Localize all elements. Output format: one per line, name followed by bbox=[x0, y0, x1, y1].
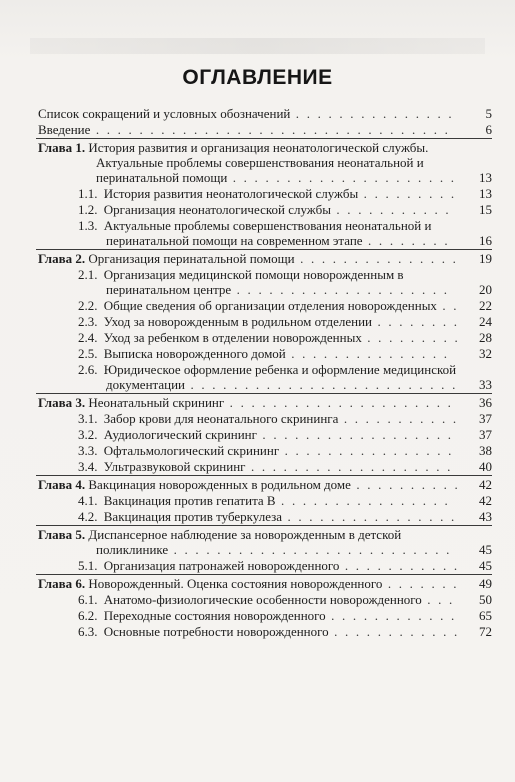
dot-leader: . . . . . . . . . . . bbox=[330, 202, 451, 217]
page-number: 33 bbox=[479, 377, 492, 392]
entry-title: Диспансерное наблюдение за новорожденным в детской поликлинике bbox=[88, 527, 402, 557]
chapter-divider bbox=[36, 138, 492, 139]
dot-leader: . . . . . . . . bbox=[362, 233, 450, 248]
dot-leader: . . bbox=[436, 298, 459, 313]
dot-leader: . . . . . . . . . . . bbox=[339, 558, 460, 573]
page-number: 13 bbox=[479, 170, 492, 185]
dot-leader: . . . . . . . . . . . . . . . . . . . . . bbox=[227, 170, 457, 185]
section-number: 6.1. bbox=[78, 592, 98, 607]
chapter-label: Глава 5. bbox=[38, 527, 86, 542]
page-number: 65 bbox=[479, 608, 492, 623]
dot-leader: . . . . . . . . . . . . . . . . bbox=[282, 509, 457, 524]
section-number: 4.1. bbox=[78, 493, 98, 508]
entry-title: Офтальмологический скрининг bbox=[103, 443, 280, 458]
section-number: 2.4. bbox=[78, 330, 98, 345]
dot-leader: . . . . . . . . . bbox=[358, 186, 457, 201]
dot-leader: . . . . . . . . . . . . bbox=[328, 624, 460, 639]
section-number: 3.4. bbox=[78, 459, 98, 474]
dot-leader: . . . . . . . bbox=[382, 576, 459, 591]
page-number: 19 bbox=[479, 251, 492, 266]
toc-section-entry[interactable] bbox=[38, 509, 492, 524]
entry-title: История развития неонатологической службы bbox=[103, 186, 359, 201]
toc-chapter-entry[interactable] bbox=[38, 251, 492, 266]
toc-chapter-entry[interactable] bbox=[38, 527, 492, 557]
dot-leader: . . . . . . . . . . bbox=[350, 477, 460, 492]
entry-text bbox=[38, 346, 492, 361]
dot-leader: . . . . . . . . . . . . . . . . . . . . . bbox=[224, 395, 454, 410]
entry-text bbox=[38, 186, 492, 201]
section-number: 3.2. bbox=[78, 427, 98, 442]
entry-text bbox=[38, 330, 492, 345]
page-number: 38 bbox=[479, 443, 492, 458]
entry-text bbox=[38, 267, 492, 297]
entry-text bbox=[38, 140, 492, 185]
toc-section-entry[interactable] bbox=[38, 411, 492, 426]
entry-text bbox=[38, 122, 492, 137]
chapter-divider bbox=[36, 525, 492, 526]
page-number: 37 bbox=[479, 411, 492, 426]
dot-leader: . . . . . . . . . . . . . . . . . . . . . . . . . . . . . . . . . bbox=[90, 122, 451, 137]
chapter-label: Глава 2. bbox=[38, 251, 86, 266]
entry-title: Выписка новорожденного домой bbox=[103, 346, 286, 361]
entry-title: Актуальные проблемы совершенствования неонатальной и перинатальной помощи на современном этапе bbox=[103, 218, 432, 248]
page-number: 42 bbox=[479, 493, 492, 508]
page-number: 20 bbox=[479, 282, 492, 297]
page-number: 72 bbox=[479, 624, 492, 639]
toc-section-entry[interactable] bbox=[38, 330, 492, 345]
page-number: 40 bbox=[479, 459, 492, 474]
page-number: 49 bbox=[479, 576, 492, 591]
entry-title: Организация медицинской помощи новорожденным в перинатальном центре bbox=[103, 267, 404, 297]
page-number: 32 bbox=[479, 346, 492, 361]
page-number: 43 bbox=[479, 509, 492, 524]
section-number: 1.3. bbox=[78, 218, 98, 233]
chapter-divider bbox=[36, 475, 492, 476]
toc-section-entry[interactable] bbox=[38, 186, 492, 201]
chapter-divider bbox=[36, 393, 492, 394]
entry-text bbox=[38, 624, 492, 639]
entry-title: История развития и организация неонатологической службы. Актуальные проблемы совершенствования неонатальной и перинатальной помощи bbox=[88, 140, 429, 185]
toc-chapter-entry[interactable] bbox=[38, 395, 492, 410]
entry-title: Организация перинатальной помощи bbox=[88, 251, 295, 266]
dot-leader: . . . . . . . . . . . . . . . bbox=[285, 346, 450, 361]
toc-section-entry[interactable] bbox=[38, 493, 492, 508]
entry-title: Неонатальный скрининг bbox=[88, 395, 225, 410]
entry-text bbox=[38, 608, 492, 623]
entry-title: Вакцинация против гепатита В bbox=[103, 493, 276, 508]
section-number: 2.2. bbox=[78, 298, 98, 313]
table-of-contents bbox=[38, 106, 492, 640]
entry-title: Список сокращений и условных обозначений bbox=[38, 106, 291, 121]
dot-leader: . . . . . . . . . . . bbox=[338, 411, 459, 426]
chapter-divider bbox=[36, 249, 492, 250]
toc-section-entry[interactable] bbox=[38, 427, 492, 442]
dot-leader: . . . . . . . . . . . . . . . bbox=[290, 106, 454, 121]
dot-leader: . . . . . . . . . . . . . . . . bbox=[279, 443, 454, 458]
entry-text bbox=[38, 314, 492, 329]
entry-text bbox=[38, 395, 492, 410]
entry-title: Общие сведения об организации отделения новорожденных bbox=[103, 298, 437, 313]
section-number: 2.5. bbox=[78, 346, 98, 361]
dot-leader: . . . bbox=[421, 592, 455, 607]
section-number: 2.3. bbox=[78, 314, 98, 329]
entry-title: Новорожденный. Оценка состояния новорожденного bbox=[88, 576, 383, 591]
page-number: 13 bbox=[479, 186, 492, 201]
dot-leader: . . . . . . . . . . . . . . . . . . . . bbox=[231, 282, 450, 297]
toc-chapter-entry[interactable] bbox=[38, 576, 492, 591]
toc-section-entry[interactable] bbox=[38, 298, 492, 313]
dot-leader: . . . . . . . . . . . . bbox=[325, 608, 457, 623]
dot-leader: . . . . . . . . . . . . . . . . . . . . . . . . . . bbox=[168, 542, 452, 557]
page-number: 6 bbox=[485, 122, 492, 137]
entry-text bbox=[38, 558, 492, 573]
toc-section-entry[interactable] bbox=[38, 443, 492, 458]
page-number: 45 bbox=[479, 542, 492, 557]
entry-text bbox=[38, 493, 492, 508]
section-number: 5.1. bbox=[78, 558, 98, 573]
entry-title: Ультразвуковой скрининг bbox=[103, 459, 246, 474]
page-number: 15 bbox=[479, 202, 492, 217]
page-number: 50 bbox=[479, 592, 492, 607]
toc-title: ОГЛАВЛЕНИЕ bbox=[182, 66, 333, 89]
entry-text bbox=[38, 202, 492, 217]
entry-text bbox=[38, 443, 492, 458]
chapter-label: Глава 1. bbox=[38, 140, 86, 155]
entry-title: Уход за ребенком в отделении новорожденных bbox=[103, 330, 362, 345]
page-number: 37 bbox=[479, 427, 492, 442]
entry-text bbox=[38, 251, 492, 266]
entry-title: Организация патронажей новорожденного bbox=[103, 558, 340, 573]
section-number: 6.3. bbox=[78, 624, 98, 639]
toc-section-entry[interactable] bbox=[38, 267, 492, 297]
toc-chapter-entry[interactable] bbox=[38, 140, 492, 185]
entry-title: Анатомо-физиологические особенности новорожденного bbox=[103, 592, 422, 607]
entry-text bbox=[38, 527, 492, 557]
entry-title: Уход за новорожденным в родильном отделении bbox=[103, 314, 373, 329]
dot-leader: . . . . . . . . . . . . . . . . bbox=[275, 493, 450, 508]
section-number: 2.6. bbox=[78, 362, 98, 377]
toc-chapter-entry[interactable] bbox=[38, 477, 492, 492]
section-number: 1.1. bbox=[78, 186, 98, 201]
entry-title: Юридическое оформление ребенка и оформление медицинской документации bbox=[103, 362, 457, 392]
toc-section-entry[interactable] bbox=[38, 362, 492, 392]
entry-title: Забор крови для неонатального скрининга bbox=[103, 411, 339, 426]
entry-text bbox=[38, 411, 492, 426]
page-number: 28 bbox=[479, 330, 492, 345]
entry-title: Вакцинация против туберкулеза bbox=[103, 509, 283, 524]
entry-text bbox=[38, 427, 492, 442]
page-number: 22 bbox=[479, 298, 492, 313]
entry-text bbox=[38, 509, 492, 524]
chapter-label: Глава 3. bbox=[38, 395, 86, 410]
toc-section-entry[interactable] bbox=[38, 624, 492, 639]
toc-section-entry[interactable] bbox=[38, 202, 492, 217]
entry-text bbox=[38, 362, 492, 392]
entry-title: Основные потребности новорожденного bbox=[103, 624, 329, 639]
section-number: 6.2. bbox=[78, 608, 98, 623]
page-number: 36 bbox=[479, 395, 492, 410]
entry-text bbox=[38, 576, 492, 591]
dot-leader: . . . . . . . . . . . . . . . . . . . . . . . . . bbox=[185, 377, 458, 392]
section-number: 2.1. bbox=[78, 267, 98, 282]
toc-section-entry[interactable] bbox=[38, 558, 492, 573]
toc-entry[interactable] bbox=[38, 122, 492, 137]
entry-title: Переходные состояния новорожденного bbox=[103, 608, 326, 623]
toc-section-entry[interactable] bbox=[38, 346, 492, 361]
chapter-label: Глава 6. bbox=[38, 576, 86, 591]
page-number: 45 bbox=[479, 558, 492, 573]
toc-section-entry[interactable] bbox=[38, 608, 492, 623]
section-number: 4.2. bbox=[78, 509, 98, 524]
toc-section-entry[interactable] bbox=[38, 218, 492, 248]
chapter-divider bbox=[36, 574, 492, 575]
toc-section-entry[interactable] bbox=[38, 459, 492, 474]
entry-text bbox=[38, 592, 492, 607]
toc-section-entry[interactable] bbox=[38, 314, 492, 329]
section-number: 3.3. bbox=[78, 443, 98, 458]
section-number: 1.2. bbox=[78, 202, 98, 217]
dot-leader: . . . . . . . . . . . . . . . . . . bbox=[256, 427, 454, 442]
entry-title: Введение bbox=[38, 122, 91, 137]
page-number: 42 bbox=[479, 477, 492, 492]
dot-leader: . . . . . . . . . . . . . . . bbox=[294, 251, 459, 266]
entry-text bbox=[38, 106, 492, 121]
page-number: 24 bbox=[479, 314, 492, 329]
entry-title: Вакцинация новорожденных в родильном доме bbox=[88, 477, 351, 492]
page-number: 5 bbox=[485, 106, 492, 121]
page-number: 16 bbox=[479, 233, 492, 248]
toc-entry[interactable] bbox=[38, 106, 492, 121]
chapter-label: Глава 4. bbox=[38, 477, 86, 492]
entry-text bbox=[38, 218, 492, 248]
entry-title: Организация неонатологической службы bbox=[103, 202, 331, 217]
dot-leader: . . . . . . . . . . . . . . . . . . . bbox=[245, 459, 453, 474]
show-through-shadow bbox=[30, 38, 485, 54]
entry-text bbox=[38, 477, 492, 492]
entry-text bbox=[38, 298, 492, 313]
entry-text bbox=[38, 459, 492, 474]
section-number: 3.1. bbox=[78, 411, 98, 426]
dot-leader: . . . . . . . . bbox=[372, 314, 460, 329]
entry-title: Аудиологический скрининг bbox=[103, 427, 257, 442]
toc-section-entry[interactable] bbox=[38, 592, 492, 607]
dot-leader: . . . . . . . . . bbox=[361, 330, 460, 345]
